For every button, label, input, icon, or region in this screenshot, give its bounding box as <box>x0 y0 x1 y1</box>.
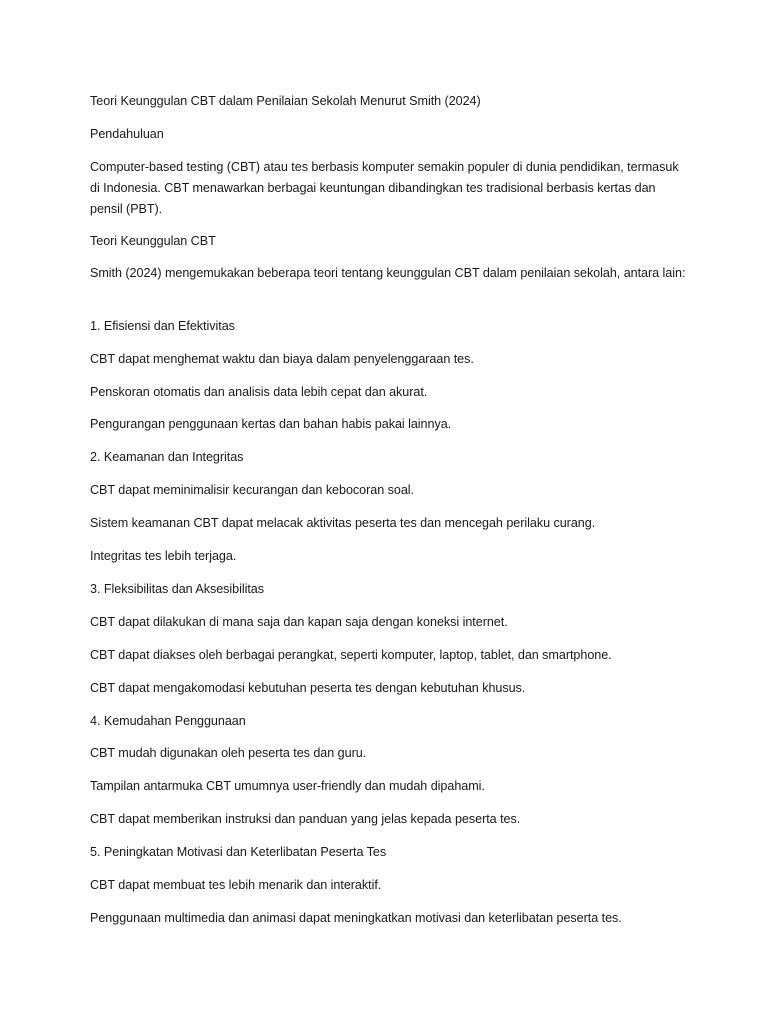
section-point: CBT dapat mengakomodasi kebutuhan peserta tes dengan kebutuhan khusus. <box>90 681 526 695</box>
section-point: CBT dapat memberikan instruksi dan panduan yang jelas kepada peserta tes. <box>90 812 521 826</box>
section-point: CBT dapat diakses oleh berbagai perangkat, seperti komputer, laptop, tablet, dan smartphone. <box>90 648 612 662</box>
section-point: Sistem keamanan CBT dapat melacak aktivitas peserta tes dan mencegah perilaku curang. <box>90 516 596 530</box>
section-point: Penggunaan multimedia dan animasi dapat meningkatkan motivasi dan keterlibatan peserta tes. <box>90 911 622 925</box>
section-heading-motivasi: 5. Peningkatan Motivasi dan Keterlibatan Peserta Tes <box>90 845 387 859</box>
section-heading-fleksibilitas: 3. Fleksibilitas dan Aksesibilitas <box>90 582 264 596</box>
section-point: Pengurangan penggunaan kertas dan bahan habis pakai lainnya. <box>90 417 452 431</box>
section-point: CBT dapat membuat tes lebih menarik dan interaktif. <box>90 878 382 892</box>
section-heading-keamanan: 2. Keamanan dan Integritas <box>90 450 244 464</box>
intro-paragraph: Computer-based testing (CBT) atau tes berbasis komputer semakin populer di dunia pendidikan, termasuk di Indonesia. CBT menawarkan berbagai keuntungan dibandingkan tes tradisional berbasis kertas dan pensil (PBT). <box>90 160 679 216</box>
section-point: Penskoran otomatis dan analisis data lebih cepat dan akurat. <box>90 385 428 399</box>
section-heading-kemudahan: 4. Kemudahan Penggunaan <box>90 714 246 728</box>
section-heading-efisiensi: 1. Efisiensi dan Efektivitas <box>90 319 235 333</box>
theory-intro-paragraph: Smith (2024) mengemukakan beberapa teori tentang keunggulan CBT dalam penilaian sekolah, antara lain: <box>90 266 686 280</box>
section-point: CBT dapat dilakukan di mana saja dan kapan saja dengan koneksi internet. <box>90 615 508 629</box>
section-point: Integritas tes lebih terjaga. <box>90 549 237 563</box>
section-point: Tampilan antarmuka CBT umumnya user-friendly dan mudah dipahami. <box>90 779 485 793</box>
intro-heading: Pendahuluan <box>90 127 164 141</box>
section-point: CBT dapat meminimalisir kecurangan dan kebocoran soal. <box>90 483 414 497</box>
document-title: Teori Keunggulan CBT dalam Penilaian Sekolah Menurut Smith (2024) <box>90 94 481 108</box>
section-point: CBT mudah digunakan oleh peserta tes dan guru. <box>90 746 367 760</box>
section-point: CBT dapat menghemat waktu dan biaya dalam penyelenggaraan tes. <box>90 352 474 366</box>
theory-heading: Teori Keunggulan CBT <box>90 234 216 248</box>
